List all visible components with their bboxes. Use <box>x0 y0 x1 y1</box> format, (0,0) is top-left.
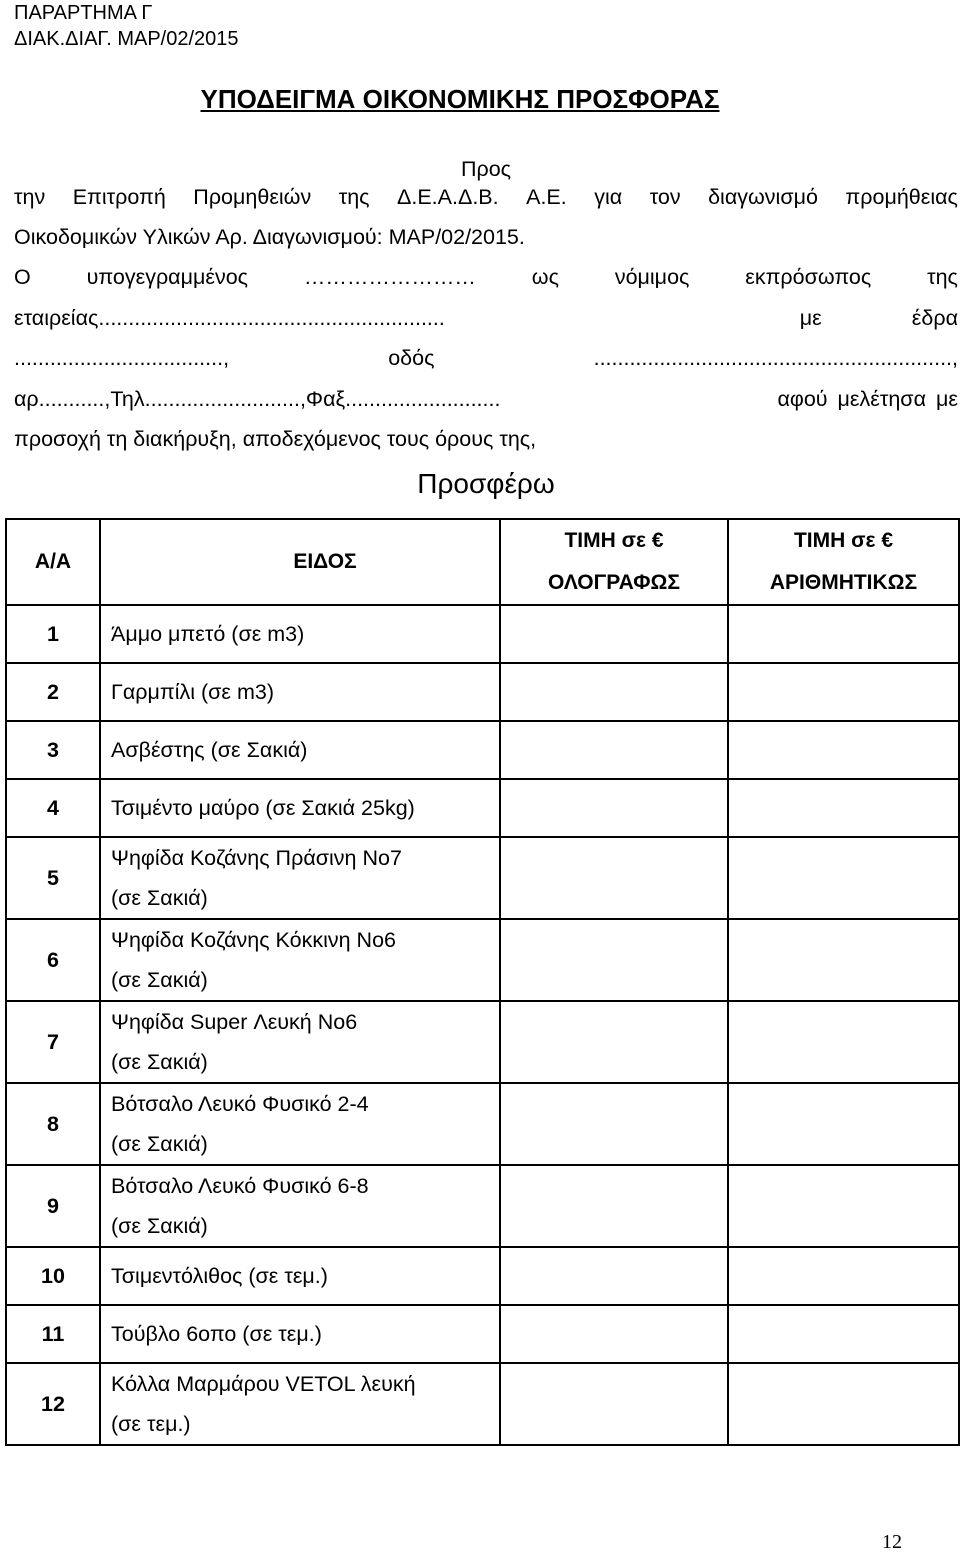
item-name: Ψηφίδα Κοζάνης Κόκκινη Νο6 <box>111 928 396 952</box>
price-in-words-cell[interactable] <box>500 663 728 721</box>
item-name: Κόλλα Μαρμάρου VETOL λευκή <box>111 1372 416 1396</box>
body-line-2: Οικοδομικών Υλικών Αρ. Διαγωνισμού: ΜΑΡ/02/2015. <box>14 225 525 249</box>
price-in-numbers-cell[interactable] <box>728 1083 959 1165</box>
item-name: Βότσαλο Λευκό Φυσικό 6-8 <box>111 1174 369 1198</box>
price-in-numbers-cell[interactable] <box>728 721 959 779</box>
price-in-words-cell[interactable] <box>500 837 728 919</box>
tender-reference: ΔΙΑΚ.ΔΙΑΓ. ΜΑΡ/02/2015 <box>14 28 239 50</box>
offer-table <box>5 518 960 1446</box>
row-item <box>100 1305 500 1363</box>
table-row <box>6 779 959 837</box>
price-in-numbers-cell[interactable] <box>728 779 959 837</box>
header-price-in-words: ΤΙΜΗ σε € ΟΛΟΓΡΑΦΩΣ <box>500 519 728 605</box>
row-number: 12 <box>6 1363 100 1445</box>
price-in-words-cell[interactable] <box>500 1247 728 1305</box>
price-in-numbers-cell[interactable] <box>728 1305 959 1363</box>
table-header-row <box>6 519 959 605</box>
table-row <box>6 1247 959 1305</box>
price-in-numbers-cell[interactable] <box>728 1165 959 1247</box>
table-row <box>6 1363 959 1445</box>
item-name: Ψηφίδα Super Λευκή Νο6 <box>111 1010 358 1034</box>
price-in-numbers-cell[interactable] <box>728 837 959 919</box>
row-number: 6 <box>6 919 100 1001</box>
price-in-words-cell[interactable] <box>500 1363 728 1445</box>
table-row <box>6 1165 959 1247</box>
item-unit: (σε Σακιά) <box>111 1132 208 1156</box>
row-number: 3 <box>6 721 100 779</box>
row-item <box>100 779 500 837</box>
item-name: Τούβλο 6οπο (σε τεμ.) <box>111 1322 322 1346</box>
row-number: 10 <box>6 1247 100 1305</box>
row-number: 1 <box>6 605 100 663</box>
item-unit: (σε Σακιά) <box>111 886 208 910</box>
row-number: 11 <box>6 1305 100 1363</box>
body-line-7: προσοχή τη διακήρυξη, αποδεχόμενος τους όρους της, <box>14 427 537 451</box>
row-item <box>100 721 500 779</box>
item-name: Τσιμεντόλιθος (σε τεμ.) <box>111 1264 328 1288</box>
body-line-1: την Επιτροπή Προμηθειών της Δ.Ε.Α.Δ.Β. Α.Ε. για τον διαγωνισμό προμήθειας <box>14 185 958 209</box>
price-in-words-cell[interactable] <box>500 721 728 779</box>
row-number: 5 <box>6 837 100 919</box>
table-row <box>6 1305 959 1363</box>
table-row <box>6 837 959 919</box>
table-row <box>6 721 959 779</box>
price-in-numbers-cell[interactable] <box>728 919 959 1001</box>
price-in-words-cell[interactable] <box>500 919 728 1001</box>
addressee-to: Προς <box>460 157 512 181</box>
body-line-3: Ο υπογεγραμμένος …………………… ως νόμιμος εκπρόσωπος της <box>14 265 958 289</box>
item-name: Ψηφίδα Κοζάνης Πράσινη Νο7 <box>111 846 402 870</box>
table-row <box>6 919 959 1001</box>
row-number: 4 <box>6 779 100 837</box>
body-line-4: εταιρείας .......................................................... με έδρα <box>14 306 958 330</box>
row-item <box>100 1363 500 1445</box>
offer-heading: Προσφέρω <box>417 468 555 499</box>
row-item <box>100 1083 500 1165</box>
item-name: Γαρμπίλι (σε m3) <box>111 680 275 704</box>
item-name: Βότσαλο Λευκό Φυσικό 2-4 <box>111 1092 369 1116</box>
table-row <box>6 1083 959 1165</box>
table-row <box>6 663 959 721</box>
price-in-numbers-cell[interactable] <box>728 1363 959 1445</box>
row-item <box>100 1001 500 1083</box>
price-in-words-cell[interactable] <box>500 1083 728 1165</box>
price-in-words-cell[interactable] <box>500 605 728 663</box>
page-title: ΥΠΟΔΕΙΓΜΑ ΟΙΚΟΝΟΜΙΚΗΣ ΠΡΟΣΦΟΡΑΣ <box>200 84 720 114</box>
item-unit: (σε Σακιά) <box>111 968 208 992</box>
row-item <box>100 919 500 1001</box>
item-name: Άμμο μπετό (σε m3) <box>111 622 305 646</box>
row-number: 7 <box>6 1001 100 1083</box>
body-line-5: ..................................., οδός ............................................................, <box>14 346 958 370</box>
item-unit: (σε τεμ.) <box>111 1412 191 1436</box>
table-row <box>6 1001 959 1083</box>
price-in-words-cell[interactable] <box>500 1165 728 1247</box>
annex-label: ΠΑΡΑΡΤΗΜΑ Γ <box>14 2 153 24</box>
row-item <box>100 663 500 721</box>
price-in-words-cell[interactable] <box>500 1001 728 1083</box>
euro-icon: € <box>881 529 894 552</box>
table-row <box>6 605 959 663</box>
header-item: ΕΙΔΟΣ <box>100 519 500 605</box>
row-number: 9 <box>6 1165 100 1247</box>
price-in-words-cell[interactable] <box>500 1305 728 1363</box>
body-line-6: αρ. .........., Τηλ. ........................., Φαξ .......................... αφού μελέτησα με <box>14 387 958 411</box>
row-item <box>100 837 500 919</box>
price-in-numbers-cell[interactable] <box>728 1247 959 1305</box>
header-aa: Α/Α <box>6 519 100 605</box>
item-name: Ασβέστης (σε Σακιά) <box>111 738 308 762</box>
row-item <box>100 1165 500 1247</box>
page-number: 12 <box>882 1531 902 1553</box>
header-price-in-numbers: ΤΙΜΗ σε € ΑΡΙΘΜΗΤΙΚΩΣ <box>728 519 959 605</box>
item-unit: (σε Σακιά) <box>111 1214 208 1238</box>
price-in-numbers-cell[interactable] <box>728 605 959 663</box>
price-in-numbers-cell[interactable] <box>728 663 959 721</box>
row-item <box>100 1247 500 1305</box>
euro-icon: € <box>651 529 664 552</box>
price-in-numbers-cell[interactable] <box>728 1001 959 1083</box>
item-name: Τσιμέντο μαύρο (σε Σακιά 25kg) <box>111 796 415 820</box>
item-unit: (σε Σακιά) <box>111 1050 208 1074</box>
row-item <box>100 605 500 663</box>
row-number: 8 <box>6 1083 100 1165</box>
price-in-words-cell[interactable] <box>500 779 728 837</box>
row-number: 2 <box>6 663 100 721</box>
